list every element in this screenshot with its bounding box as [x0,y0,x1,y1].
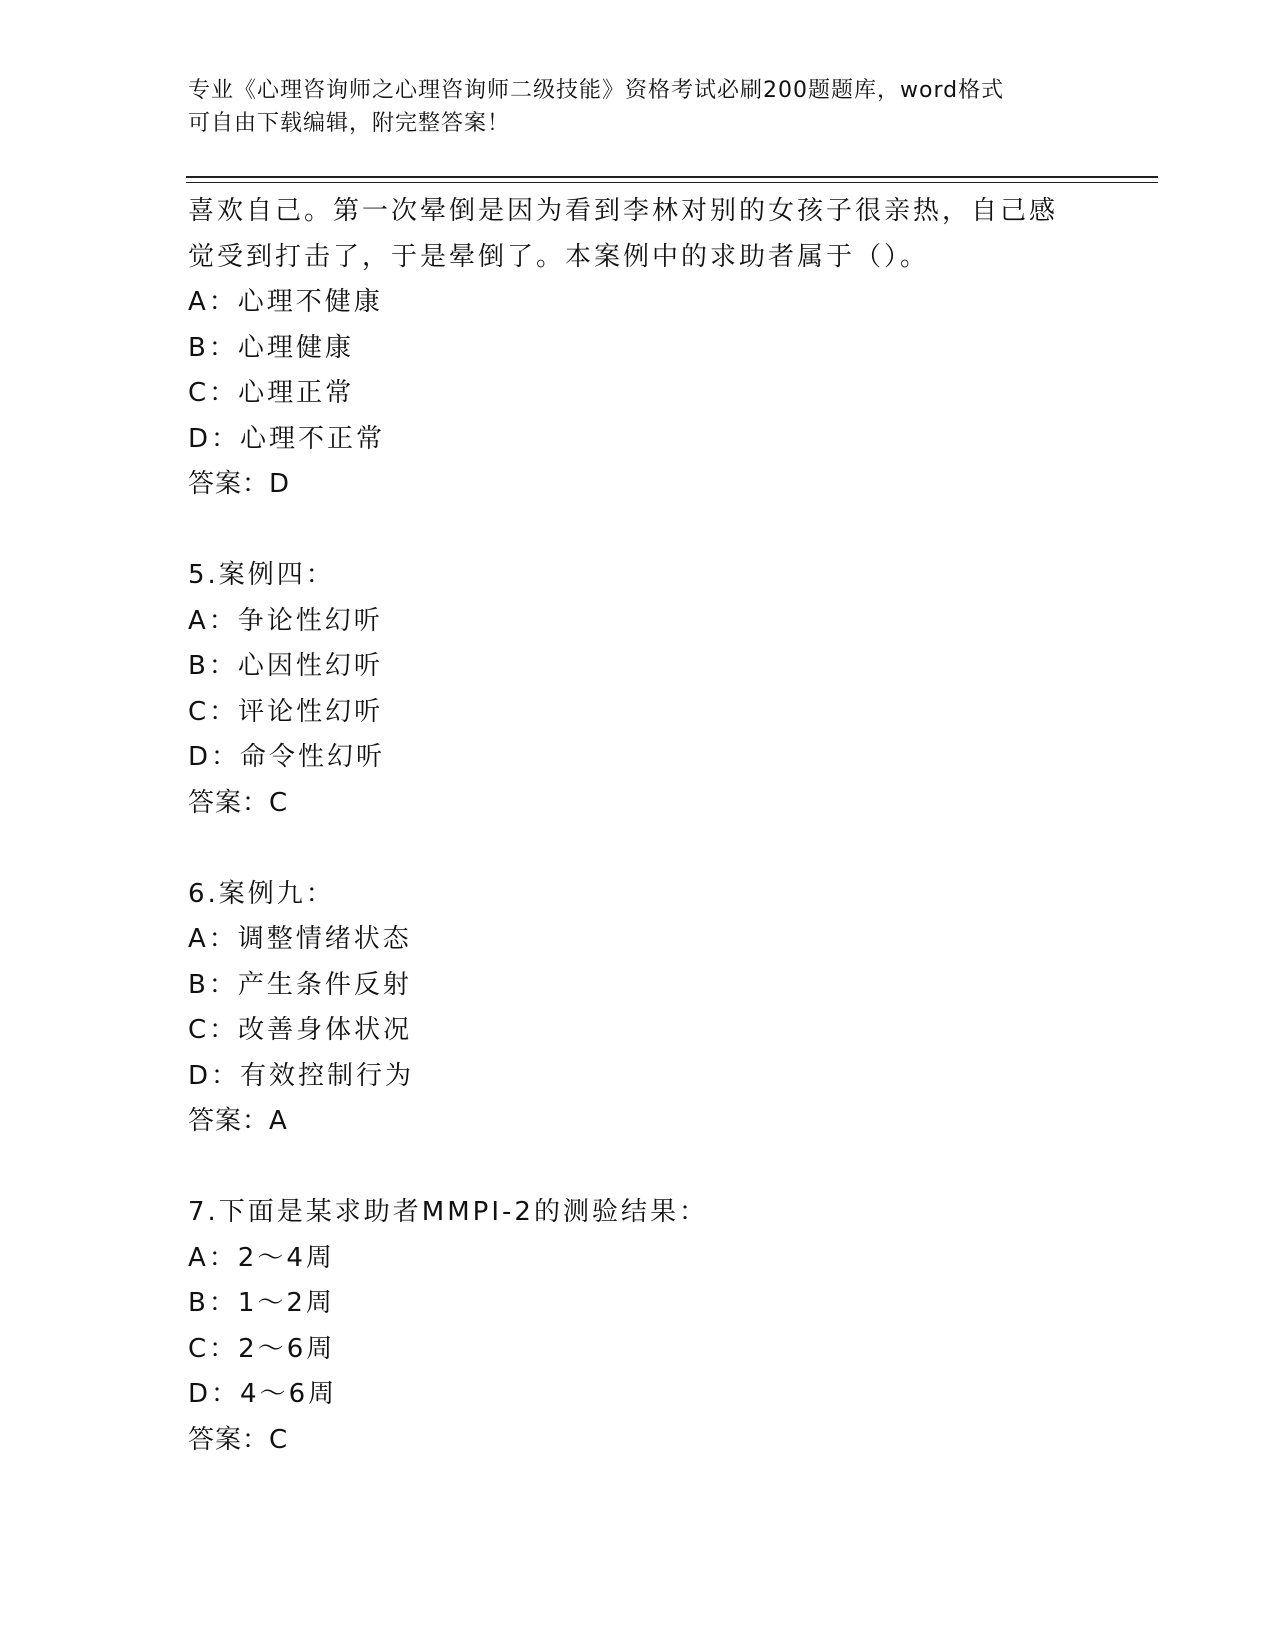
option-d: D：有效控制行为 [188,1060,415,1091]
option-b: B：产生条件反射 [188,969,412,1000]
document-header [188,74,1088,140]
question-stem: 7.下面是某求助者MMPI-2的测验结果： [188,1197,708,1227]
option-a: A：心理不健康 [188,287,383,317]
header-divider-thick [186,176,1158,178]
option-b: B：心因性幻听 [188,651,383,681]
option-a: A：2～4周 [188,1242,335,1273]
question-spacer [188,508,1088,554]
option-c: C：改善身体状况 [188,1015,413,1045]
option-d: D：4～6周 [188,1379,338,1409]
option-d: D：命令性幻听 [188,742,386,772]
question-spacer [188,1145,1088,1191]
question-6 [188,872,1088,1145]
question-stem: 5.案例四： [188,560,335,590]
question-7 [188,1190,1088,1463]
header-title-line-2: 可自由下载编辑，附完整答案！ [188,111,511,136]
option-c: C：2～6周 [188,1333,336,1364]
question-spacer [188,826,1088,872]
answer: 答案：D [188,469,291,499]
question-stem-line: 觉受到打击了，于是晕倒了。本案例中的求助者属于（）。 [188,241,930,272]
option-c: C：评论性幻听 [188,696,384,727]
question-list [188,189,1088,1463]
option-b: B：心理健康 [188,332,354,363]
question-stem: 6.案例九： [188,878,335,909]
header-divider-thin [186,182,1158,183]
option-b: B：1～2周 [188,1288,335,1318]
question-stem-line: 喜欢自己。第一次晕倒是因为看到李林对别的女孩子很亲热，自己感 [188,196,1059,226]
question-4 [188,189,1088,508]
answer: 答案：A [188,1106,288,1136]
answer: 答案：C [188,787,289,818]
option-d: D：心理不正常 [188,423,386,454]
header-title-line-1: 专业《心理咨询师之心理咨询师二级技能》资格考试必刷200题题库，word格式 [188,78,1005,103]
option-a: A：调整情绪状态 [188,924,412,954]
question-5 [188,553,1088,826]
option-c: C：心理正常 [188,378,355,408]
option-a: A：争论性幻听 [188,605,383,636]
answer: 答案：C [188,1424,289,1455]
